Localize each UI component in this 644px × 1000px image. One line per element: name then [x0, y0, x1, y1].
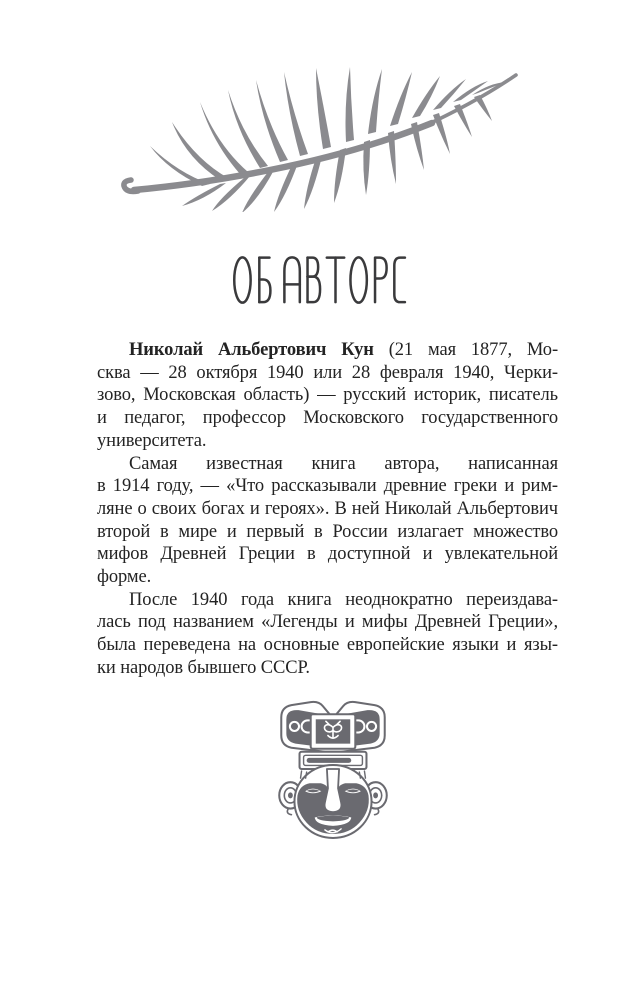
- aztec-mask-illustration: [277, 697, 389, 839]
- text-line: ляне о своих богах и героях». В ней Николай Альбертович: [97, 498, 558, 519]
- paragraph-reprints: [97, 589, 558, 680]
- paragraph-bio: [97, 339, 558, 453]
- text-line: форме.: [97, 567, 152, 588]
- page-title-art: [226, 253, 418, 307]
- text-line: зово, Московская область) — русский историк, писатель: [97, 385, 558, 406]
- paragraph-famous-book: [97, 453, 558, 589]
- text-line: сква — 28 октября 1940 или 28 февраля 1940, Черки-: [97, 362, 558, 383]
- text-line: Самая известная книга автора, написанная: [129, 453, 558, 474]
- text-line: После 1940 года книга неоднократно переиздава-: [129, 589, 558, 610]
- text-line: в 1914 году, — «Что рассказывали древние греки и рим-: [97, 476, 558, 497]
- page-title: [0, 253, 644, 307]
- text-line: ки народов бывшего СССР.: [97, 657, 310, 678]
- text-line: Николай Альбертович Кун (21 мая 1877, Мо-: [129, 340, 559, 360]
- text-line: лась под названием «Легенды и мифы Древней Греции»,: [97, 612, 558, 633]
- text-line: и педагог, профессор Московского государственного: [97, 408, 558, 429]
- text-line: мифов Древней Греции в доступной и увлекательной: [97, 544, 558, 565]
- text-line: университета.: [97, 430, 207, 451]
- palm-frond-illustration: [120, 66, 520, 212]
- about-author-text: [97, 339, 558, 680]
- text-line: была переведена на основные европейские языки и язы-: [97, 635, 558, 656]
- text-line: второй в мире и первый в России излагает множество: [97, 521, 558, 542]
